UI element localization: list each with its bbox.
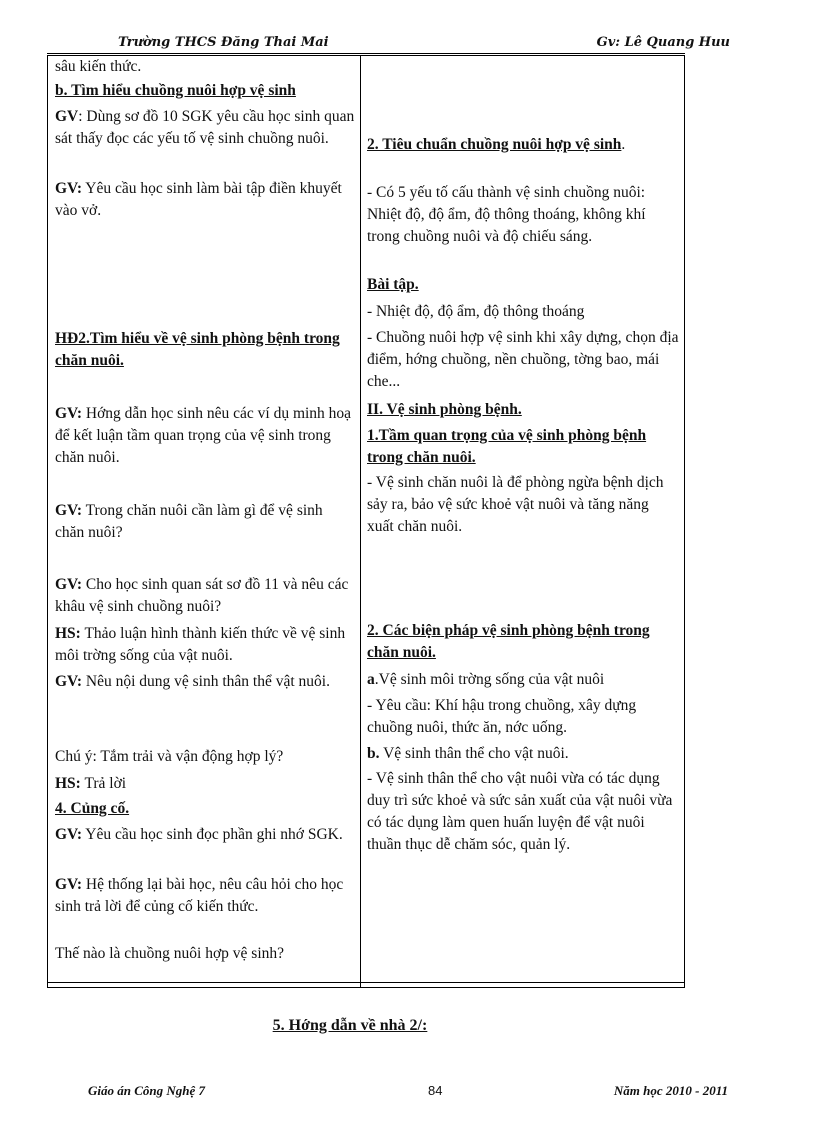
paragraph: - Yêu cầu: Khí hậu trong chuồng, xây dựng chuồng nuôi, thức ăn, nớc uống. (367, 697, 637, 736)
speaker-label: GV: (55, 673, 82, 690)
paragraph (55, 574, 355, 618)
paragraph (55, 500, 355, 544)
speaker-label: GV: (55, 405, 82, 422)
speaker-label: GV: (55, 876, 82, 893)
section-heading (367, 134, 679, 156)
speaker-label: HS: (55, 625, 81, 642)
speaker-label: GV: (55, 576, 82, 593)
lesson-table (47, 55, 685, 988)
school-name: Trường THCS Đăng Thai Mai (118, 35, 329, 50)
item-label: b. (367, 745, 380, 762)
paragraph-text: Yêu cầu học sinh đọc phần ghi nhớ SGK. (82, 826, 343, 843)
paragraph-text: Nêu nội dung vệ sinh thân thể vật nuôi. (82, 673, 330, 690)
speaker-label: GV: (55, 826, 82, 843)
page-header (118, 33, 730, 53)
header-rule (47, 53, 685, 54)
section-heading: 4. Củng cố. (55, 800, 130, 817)
speaker-label: GV (55, 108, 79, 125)
paragraph-text: Vệ sinh thân thể cho vật nuôi. (379, 745, 569, 762)
section-heading: b. Tìm hiểu chuồng nuôi hợp vệ sinh (55, 82, 296, 99)
paragraph (55, 178, 355, 222)
heading-tail: . (621, 136, 626, 153)
paragraph (55, 403, 355, 469)
paragraph (367, 669, 679, 691)
paragraph-text: Trong chăn nuôi cần làm gì để vệ sinh chăn nuôi? (55, 502, 323, 541)
speaker-label: GV: (55, 180, 82, 197)
paragraph: - Vệ sinh thân thể cho vật nuôi vừa có tác dụng duy trì sức khoẻ và sức sản xuất của vật nuôi vừa có tác dụng làm quen huấn luyện để vật nuôi thuần thục dễ chăm sóc, quản lý. (367, 770, 673, 853)
paragraph (55, 773, 355, 795)
paragraph-text: Thảo luận hình thành kiến thức về vệ sinh môi trờng sống của vật nuôi. (55, 625, 346, 664)
paragraph (55, 623, 355, 667)
footer-course: Giáo án Công Nghệ 7 (88, 1083, 206, 1098)
paragraph-text: Yêu cầu học sinh làm bài tập điền khuyết vào vở. (55, 180, 342, 219)
paragraph-text: Hớng dẫn học sinh nêu các ví dụ minh hoạ để kết luận tầm quan trọng của vệ sinh trong chăn nuôi. (55, 405, 352, 466)
speaker-label: HS: (55, 775, 81, 792)
paragraph-text: Hệ thống lại bài học, nêu câu hỏi cho học sinh trả lời để củng cố kiến thức. (55, 876, 344, 915)
paragraph: - Có 5 yếu tố cấu thành vệ sinh chuồng nuôi: Nhiệt độ, độ ẩm, độ thông thoáng, không khí trong chuồng nuôi và độ chiếu sáng. (367, 184, 646, 245)
paragraph (55, 106, 355, 150)
paragraph: - Vệ sinh chăn nuôi là để phòng ngừa bệnh dịch sảy ra, bảo vệ sức khoẻ vật nuôi và tăng năng xuất chăn nuôi. (367, 474, 664, 535)
item-label: a (367, 671, 375, 688)
column-divider (360, 56, 361, 987)
teacher-name: Gv: Lê Quang Huu (596, 35, 730, 50)
paragraph: Thế nào là chuồng nuôi hợp vệ sinh? (55, 945, 285, 962)
paragraph: - Nhiệt độ, độ ẩm, độ thông thoáng (367, 303, 585, 320)
page-footer (88, 1083, 728, 1103)
page-number: 84 (428, 1083, 443, 1098)
homework-heading: 5. Hớng dẫn về nhà 2/: (272, 1017, 428, 1034)
section-heading: 2. Các biện pháp vệ sinh phòng bệnh trong chăn nuôi. (367, 622, 650, 661)
paragraph (55, 874, 355, 918)
section-heading: Bài tập. (367, 276, 419, 293)
paragraph (367, 743, 679, 765)
table-bottom-rule (48, 982, 684, 983)
paragraph-text: : Dùng sơ đồ 10 SGK yêu cầu học sinh quan sát thấy đọc các yếu tố vệ sinh chuồng nuôi. (55, 108, 355, 147)
section-heading: 1.Tầm quan trọng của vệ sinh phòng bệnh trong chăn nuôi. (367, 427, 647, 466)
paragraph (55, 671, 355, 693)
paragraph-text: Cho học sinh quan sát sơ đồ 11 và nêu các khâu vệ sinh chuồng nuôi? (55, 576, 349, 615)
section-heading: HĐ2.Tìm hiểu về vệ sinh phòng bệnh trong chăn nuôi. (55, 330, 340, 369)
section-heading: II. Vệ sinh phòng bệnh. (367, 401, 522, 418)
paragraph: Chú ý: Tắm trải và vận động hợp lý? (55, 748, 284, 765)
heading-text: 2. Tiêu chuẩn chuồng nuôi hợp vệ sinh (367, 136, 622, 153)
speaker-label: GV: (55, 502, 82, 519)
paragraph-text: .Vệ sinh môi trờng sống của vật nuôi (374, 671, 605, 688)
paragraph: - Chuồng nuôi hợp vệ sinh khi xây dựng, chọn địa điểm, hớng chuồng, nền chuồng, tờng bao, mái che... (367, 329, 679, 390)
text-line: sâu kiến thức. (55, 58, 142, 75)
footer-school-year: Năm học 2010 - 2011 (613, 1083, 728, 1098)
paragraph-text: Trả lời (80, 775, 127, 792)
paragraph (55, 824, 355, 846)
